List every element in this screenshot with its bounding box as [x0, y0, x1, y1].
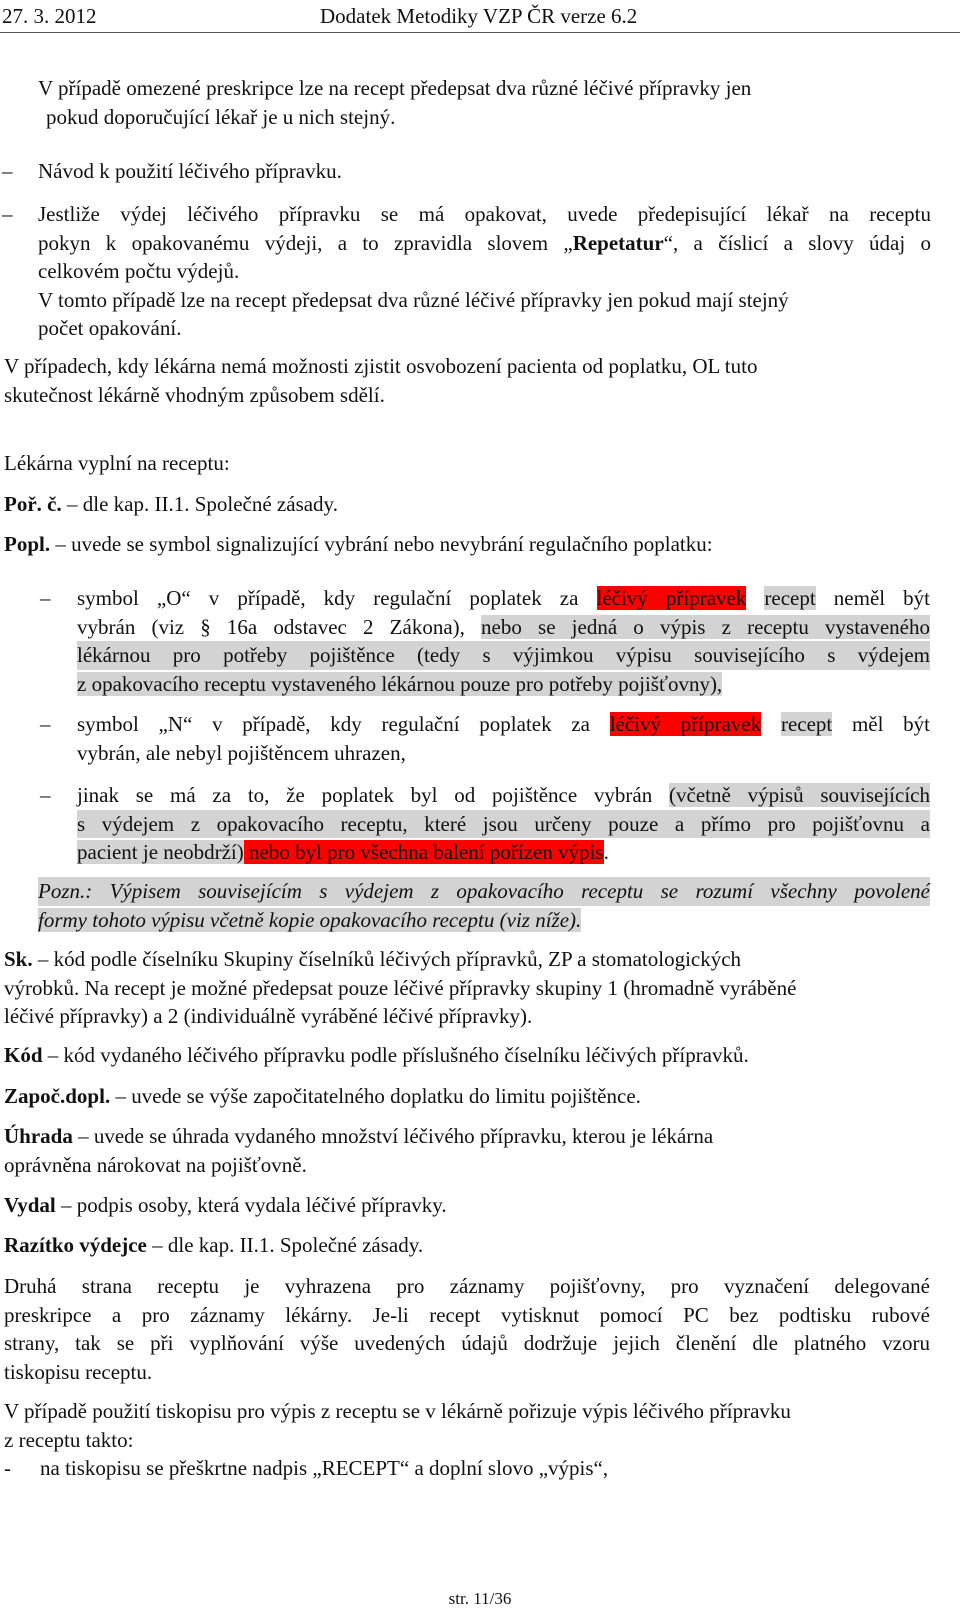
field-uhrada: Úhrada – uvede se úhrada vydaného množství léčivého přípravku, kterou je lékárna oprávněna nárokovat na pojišťovně. — [4, 1124, 714, 1177]
paragraph-druha-strana: Druhá strana receptu je vyhrazena pro záznamy pojišťovny, pro vyznačení delegované preskripce a pro záznamy lékárny. Je-li recept vytisknut pomocí PC bez podtisku rubové strany, tak se při vyplňování výše uvedených údajů dodržuje jejich členění dle platného vzoru tiskopisu receptu. — [4, 1274, 930, 1384]
field-por-c: Poř. č. – dle kap. II.1. Společné zásady. — [4, 492, 338, 516]
bullet-navod: Návod k použití léčivého přípravku. — [38, 159, 342, 183]
bullet-dash: – — [2, 202, 13, 226]
page-number: str. 11/36 — [448, 1589, 512, 1608]
bullet-symbol-n: symbol „N“ v případě, kdy regulační poplatek za léčivý přípravek recept měl být vybrán, ale nebyl pojištěncem uhrazen, — [77, 712, 931, 765]
paragraph-omezena-preskripce: V případě omezené preskripce lze na recept předepsat dva různé léčivé přípravky jen pokud doporučující lékař je u nich stejný. — [38, 76, 752, 129]
note-pozn: Pozn.: Výpisem souvisejícím s výdejem z opakovacího receptu se rozumí všechny povolené formy tohoto výpisu včetně kopie opakovacího receptu (viz níže). — [38, 879, 930, 932]
header-title: Dodatek Metodiky VZP ČR verze 6.2 — [320, 4, 638, 28]
bullet-dash: – — [2, 159, 13, 183]
paragraph-lekarna-vyplni: Lékárna vyplní na receptu: — [4, 451, 230, 475]
field-sk: Sk. – kód podle číselníku Skupiny číselníků léčivých přípravků, ZP a stomatologických výrobků. Na recept je možné předepsat pouze léčivé přípravky skupiny 1 (hromadně vyráběné léčivé přípravky) a 2 (individuálně vyráběné léčivé přípravky). — [4, 947, 797, 1028]
bullet-dash: – — [40, 783, 51, 807]
bullet-jinak: jinak se má za to, že poplatek byl od pojištěnce vybrán (včetně výpisů souvisejících s výdejem z opakovacího receptu, které jsou určeny pouze a přímo pro pojišťovnu a pacient je neobdrží) nebo byl pro všechna balení pořízen výpis. — [77, 783, 930, 864]
field-kod: Kód – kód vydaného léčivého přípravku podle příslušného číselníku léčivých přípravků. — [4, 1043, 749, 1067]
field-razitko-vydejce: Razítko výdejce – dle kap. II.1. Společné zásady. — [4, 1233, 424, 1257]
paragraph-osvobozeni: V případech, kdy lékárna nemá možnosti zjistit osvobození pacienta od poplatku, OL tuto skutečnost lékárně vhodným způsobem sdělí. — [4, 354, 758, 407]
page-header — [0, 0, 960, 33]
field-vydal: Vydal – podpis osoby, která vydala léčivé přípravky. — [4, 1193, 447, 1217]
field-popl: Popl. – uvede se symbol signalizující vybrání nebo nevybrání regulačního poplatku: — [4, 532, 713, 556]
bullet-dash: – — [40, 712, 51, 736]
bullet-symbol-o: symbol „O“ v případě, kdy regulační poplatek za léčivý přípravek recept neměl být vybrán (viz § 16a odstavec 2 Zákona), nebo se jedná o výpis z receptu vystaveného lékárnou pro potřeby pojištěnce (tedy s výjimkou výpisu souvisejícího s výdejem z opakovacího receptu vystaveného lékárnou pouze pro potřeby pojišťovny), — [77, 586, 930, 696]
header-date: 27. 3. 2012 — [2, 4, 97, 28]
field-zapoc-dopl: Započ.dopl. – uvede se výše započitatelného doplatku do limitu pojištěnce. — [4, 1084, 641, 1108]
paragraph-vypis: V případě použití tiskopisu pro výpis z receptu se v lékárně pořizuje výpis léčivého přípravku z receptu takto: - na tiskopisu se přeškrtne nadpis „RECEPT“ a doplní slovo „výpis“, — [4, 1399, 791, 1480]
list-hyphen: - — [4, 1456, 11, 1480]
bullet-dash: – — [40, 586, 51, 610]
bullet-repetatur: Jestliže výdej léčivého přípravku se má opakovat, uvede předepisující lékař na receptu pokyn k opakovanému výdeji, a to zpravidla slovem „Repetatur“, a číslicí a slovy údaj o celkovém počtu výdejů. V tomto případě lze na recept předepsat dva různé léčivé přípravky jen pokud mají stejný počet opakování. — [38, 202, 931, 340]
